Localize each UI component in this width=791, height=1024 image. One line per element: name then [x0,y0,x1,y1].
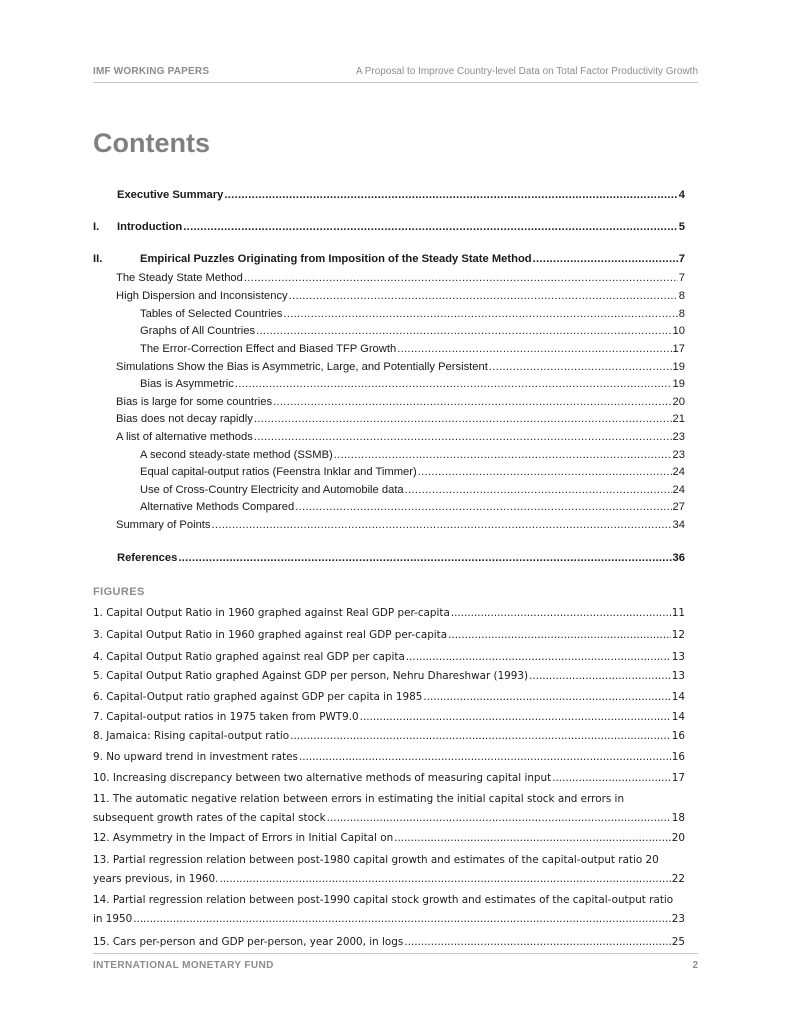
toc-entry[interactable] [140,323,685,339]
figure-entry-label: 9. No upward trend in investment rates [93,751,298,763]
dot-leader [254,411,672,427]
toc-entry-label: The Steady State Method [116,272,243,284]
figure-entry-page: 13 [671,670,685,682]
toc-entry-page: 27 [672,501,685,513]
figure-entry-page: 20 [671,832,685,844]
figure-entry-label: 10. Increasing discrepancy between two alternative methods of measuring capital input [93,772,552,784]
toc-entry[interactable] [140,464,685,480]
toc-entry[interactable] [116,359,685,375]
toc-entry-page: 17 [672,343,685,355]
toc-entry[interactable] [116,288,685,304]
toc-entry-label: The Error-Correction Effect and Biased TFP Growth [140,343,397,355]
dot-leader [289,288,678,304]
figure-entry-page: 25 [671,936,685,948]
toc-entry[interactable] [116,411,685,427]
toc-entry-page: 23 [672,431,685,443]
dot-leader [405,482,672,498]
figure-entry-page: 17 [671,772,685,784]
figure-entry-label: 4. Capital Output Ratio graphed against real GDP per capita [93,651,405,663]
dot-leader [299,748,671,766]
figure-entry-label: 1. Capital Output Ratio in 1960 graphed against Real GDP per-capita [93,607,450,619]
toc-entry[interactable] [140,376,685,392]
toc-entry-label: Introduction [117,221,183,233]
dot-leader [448,626,671,644]
toc-entry-label: A second steady-state method (SSMB) [140,449,333,461]
toc-entry[interactable] [140,447,685,463]
figure-entry-label: 12. Asymmetry in the Impact of Errors in Initial Capital on [93,832,394,844]
toc-entry-label: A list of alternative methods [116,431,253,443]
figure-entry[interactable] [93,933,685,951]
figure-entry-label: 5. Capital Output Ratio graphed Against GDP per person, Nehru Dhareshwar (1993) [93,670,529,682]
running-header [93,64,698,83]
toc-entry-page: 21 [672,413,685,425]
toc-entry-page: 34 [672,519,685,531]
toc-entry-label: Empirical Puzzles Originating from Imposition of the Steady State Method [140,253,532,265]
toc-entry-page: 19 [672,378,685,390]
toc-entry[interactable] [140,341,685,357]
toc-entry-page: 24 [672,484,685,496]
toc-entry[interactable] [93,251,685,267]
dot-leader [404,933,670,951]
dot-leader [397,341,671,357]
toc-entry-page: 7 [678,272,685,284]
figure-entry-page: 16 [671,751,685,763]
dot-leader [178,550,671,566]
dot-leader [529,667,671,685]
toc-entry-label: Simulations Show the Bias is Asymmetric, Large, and Potentially Persistent [116,361,488,373]
figure-entry-label: 15. Cars per-person and GDP per-person, year 2000, in logs [93,936,404,948]
dot-leader [295,499,671,515]
footer-publisher: INTERNATIONAL MONETARY FUND [93,960,274,971]
toc-entry-label: Equal capital-output ratios (Feenstra Inklar and Timmer) [140,466,417,478]
toc-entry-page: 7 [678,253,685,265]
figure-entry-first-line[interactable]: 13. Partial regression relation between post-1980 capital growth and estimates of the capital-output ratio 20 [93,854,659,866]
figure-entry[interactable] [93,769,685,787]
figure-entry-first-line[interactable]: 11. The automatic negative relation between errors in estimating the initial capital stock and errors in [93,793,625,805]
figure-entry[interactable] [93,870,685,888]
figure-entry[interactable] [93,667,685,685]
dot-leader [327,809,671,827]
header-paper-title: A Proposal to Improve Country-level Data on Total Factor Productivity Growth [355,66,698,77]
dot-leader [489,359,672,375]
dot-leader [133,910,671,928]
header-series-title: IMF WORKING PAPERS [93,66,210,77]
toc-entry[interactable] [116,394,685,410]
toc-entry-label: Use of Cross-Country Electricity and Automobile data [140,484,404,496]
toc-entry-label: Bias does not decay rapidly [116,413,253,425]
toc-entry-label: Bias is Asymmetric [140,378,234,390]
figure-entry-label: 6. Capital-Output ratio graphed against GDP per capita in 1985 [93,691,423,703]
figure-entry[interactable] [93,748,685,766]
figure-entry-page: 12 [671,629,685,641]
toc-entry-page: 19 [672,361,685,373]
figure-entry-page: 16 [671,730,685,742]
dot-leader [256,323,672,339]
dot-leader [224,187,677,203]
running-footer [93,953,698,974]
toc-entry-number: II. [93,253,103,265]
toc-entry-label: Graphs of All Countries [140,325,256,337]
toc-entry-label: Tables of Selected Countries [140,308,283,320]
toc-entry-page: 8 [678,308,685,320]
toc-entry-label: References [117,552,178,564]
dot-leader [334,447,672,463]
toc-entry-page: 24 [672,466,685,478]
figure-entry-first-line[interactable]: 14. Partial regression relation between post-1990 capital stock growth and estimates of the capital-output ratio [93,894,674,906]
page-title: Contents [93,128,210,158]
dot-leader [212,517,672,533]
figure-entry[interactable] [93,626,685,644]
figure-entry[interactable] [93,727,685,745]
dot-leader [183,219,678,235]
toc-entry[interactable] [116,517,685,533]
toc-entry[interactable] [116,270,685,286]
figure-entry[interactable] [93,829,685,847]
toc-entry-label: Summary of Points [116,519,211,531]
figure-entry[interactable] [93,648,685,666]
figure-entry[interactable] [93,604,685,622]
toc-entry[interactable] [140,499,685,515]
toc-entry[interactable] [140,306,685,322]
figure-entry[interactable] [93,708,685,726]
toc-entry[interactable] [93,187,685,203]
figure-entry-page: 13 [671,651,685,663]
toc-entry-label: Executive Summary [117,189,224,201]
dot-leader [451,604,671,622]
dot-leader [394,829,671,847]
toc-entry[interactable] [93,550,685,566]
figure-entry[interactable] [93,910,685,928]
figure-entry-page: 14 [671,711,685,723]
figure-entry-label: 7. Capital-output ratios in 1975 taken from PWT9.0 [93,711,359,723]
figure-entry-page: 18 [671,812,685,824]
dot-leader [273,394,671,410]
toc-entry-label: High Dispersion and Inconsistency [116,290,288,302]
dot-leader [219,870,670,888]
figure-entry-label: 8. Jamaica: Rising capital-output ratio [93,730,290,742]
toc-entry[interactable] [93,219,685,235]
dot-leader [254,429,672,445]
dot-leader [244,270,678,286]
dot-leader [533,251,678,267]
figure-entry-label: 3. Capital Output Ratio in 1960 graphed against real GDP per-capita [93,629,448,641]
figure-entry-page: 14 [671,691,685,703]
toc-entry-page: 36 [672,552,685,564]
figure-entry-label: years previous, in 1960. [93,873,219,885]
dot-leader [290,727,671,745]
figure-entry-page: 11 [671,607,685,619]
dot-leader [283,306,677,322]
dot-leader [360,708,671,726]
toc-entry-label: Alternative Methods Compared [140,501,295,513]
figure-entry-page: 22 [671,873,685,885]
figure-entry[interactable] [93,688,685,706]
figure-entry-label: subsequent growth rates of the capital stock [93,812,326,824]
figure-entry-page: 23 [671,913,685,925]
dot-leader [235,376,672,392]
toc-entry-number: I. [93,221,100,233]
toc-entry-page: 4 [678,189,685,201]
toc-entry[interactable] [140,482,685,498]
figure-entry[interactable] [93,809,685,827]
page-number: 2 [692,960,698,971]
dot-leader [552,769,671,787]
figure-entry-label: in 1950 [93,913,133,925]
dot-leader [423,688,670,706]
toc-entry-page: 20 [672,396,685,408]
dot-leader [406,648,671,666]
toc-entry-page: 10 [672,325,685,337]
dot-leader [418,464,672,480]
toc-entry-page: 8 [678,290,685,302]
toc-entry-label: Bias is large for some countries [116,396,273,408]
toc-entry-page: 23 [672,449,685,461]
toc-entry-page: 5 [678,221,685,233]
figures-heading: FIGURES [93,586,145,598]
toc-entry[interactable] [116,429,685,445]
